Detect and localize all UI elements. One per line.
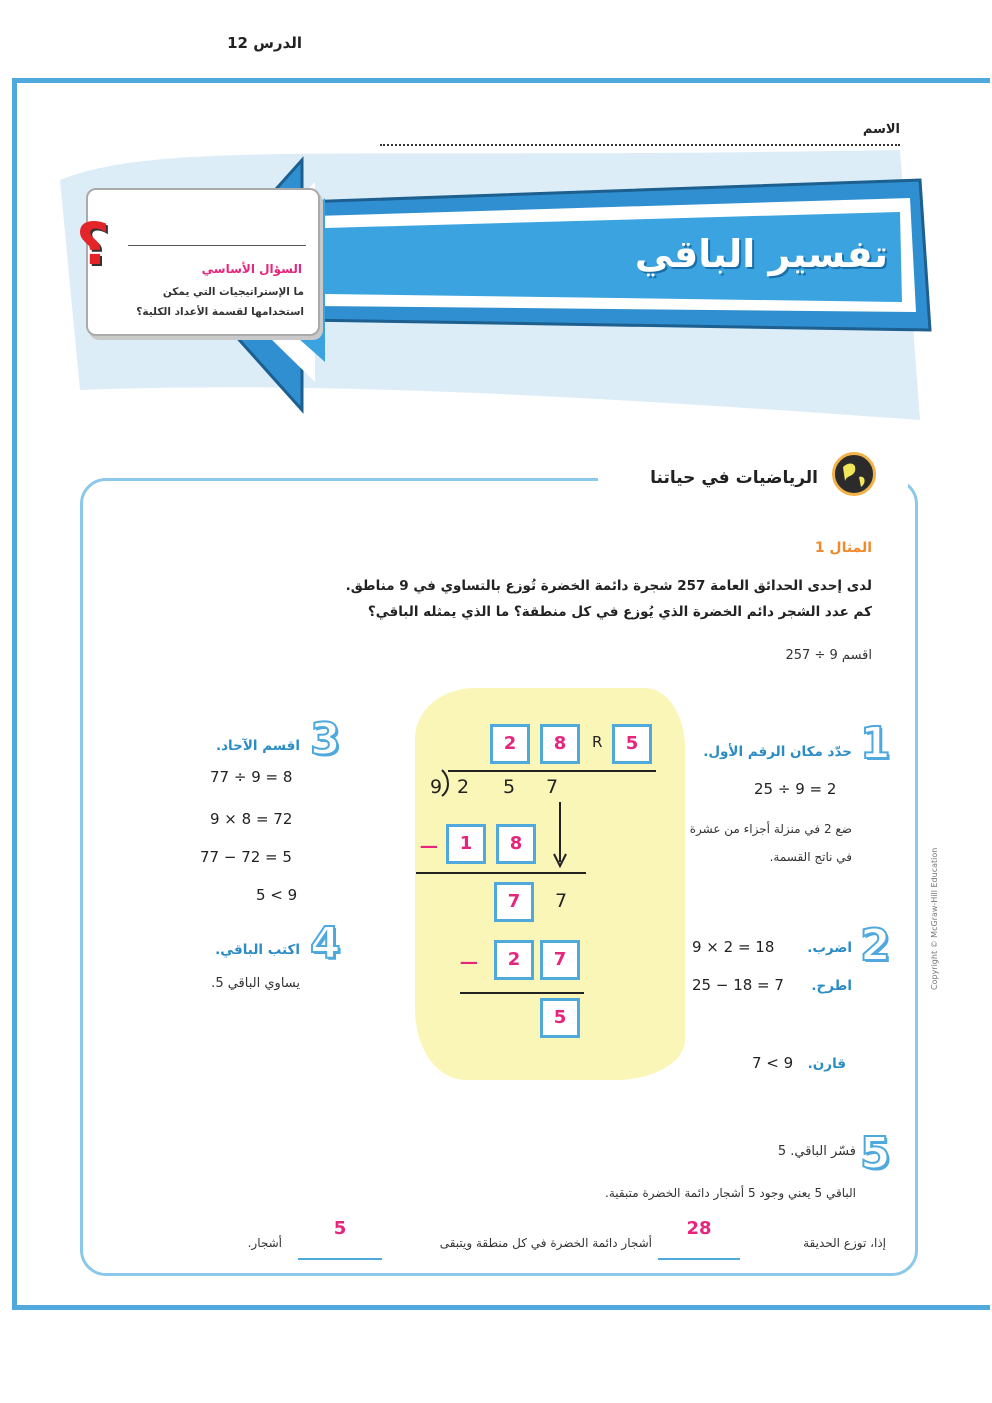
subtract-line-1 — [416, 872, 586, 874]
final-remainder-box[interactable]: 5 — [540, 998, 580, 1038]
step-2-math-2: 25 − 18 = 7 — [692, 976, 784, 994]
step-1-note-1: ضع 2 في منزلة أجزاء من عشرة — [689, 822, 852, 836]
bring-down-digit: 7 — [555, 890, 568, 912]
answer-blank-2[interactable] — [298, 1240, 382, 1260]
step-4-head: اكتب الباقي. — [215, 942, 300, 958]
step-2-compare: 7 < 9 — [752, 1054, 794, 1072]
step-3-head: اقسم الآحاد. — [215, 738, 300, 754]
dividend-tens: 5 — [503, 776, 516, 798]
answer-blank-1[interactable] — [658, 1240, 740, 1260]
remainder-label: R — [592, 733, 603, 751]
step-4-text: يساوي الباقي 5. — [211, 976, 300, 991]
step-3-math-2: 9 × 8 = 72 — [210, 810, 293, 828]
step-5-head: فسّر الباقي. 5 — [777, 1144, 856, 1159]
division-bar — [448, 770, 656, 772]
globe-icon — [832, 452, 876, 496]
minus-sign-1: − — [418, 832, 440, 862]
step-1-note-2: في ناتج القسمة. — [769, 850, 852, 864]
question-mark-icon: ؟ — [76, 210, 110, 278]
subtract-box-1b[interactable]: 8 — [496, 824, 536, 864]
conclusion-part-3: أشجار. — [247, 1236, 282, 1250]
step-5-number: 5 — [860, 1128, 891, 1179]
section-title: الرياضيات في حياتنا — [650, 468, 818, 488]
dividend-hundreds: 2 — [457, 776, 470, 798]
essential-question-text: ما الإستراتيجيات التي يمكن استخدامها لقسمة الأعداد الكلية؟ — [136, 286, 304, 318]
subtract-box-2a[interactable]: 2 — [494, 940, 534, 980]
step-3-number: 3 — [310, 714, 341, 765]
example-line-1: لدى إحدى الحدائق العامة 257 شجرة دائمة الخضرة تُوزع بالتساوي في 9 مناطق. — [345, 578, 872, 594]
division-bracket — [440, 768, 454, 798]
conclusion-part-2: أشجار دائمة الخضرة في كل منطقة ويتبقى — [439, 1236, 652, 1250]
divide-expression: اقسم 9 ÷ 257 — [785, 648, 872, 663]
divisor: 9 — [430, 776, 443, 798]
step-5-text: الباقي 5 يعني وجود 5 أشجار دائمة الخضرة متبقية. — [605, 1186, 856, 1200]
step-2-compare-head: قارن. — [807, 1056, 846, 1072]
step-3-math-1: 77 ÷ 9 = 8 — [210, 768, 293, 786]
example-label: المثال 1 — [814, 540, 872, 556]
name-label: الاسم — [862, 122, 900, 137]
step-1-math: 25 ÷ 9 = 2 — [754, 780, 837, 798]
step-1-head: حدّد مكان الرقم الأول. — [703, 744, 852, 760]
step-2-number: 2 — [860, 920, 891, 971]
subtract-box-1a[interactable]: 1 — [446, 824, 486, 864]
subtract-box-2b[interactable]: 7 — [540, 940, 580, 980]
remainder-box[interactable]: 5 — [612, 724, 652, 764]
example-line-2: كم عدد الشجر دائم الخضرة الذي يُوزع في كل منطقة؟ ما الذي يمثله الباقي؟ — [367, 604, 872, 620]
subtract-line-2 — [460, 992, 584, 994]
step-1-number: 1 — [860, 718, 891, 769]
step-2-math-1: 9 × 2 = 18 — [692, 938, 775, 956]
step-3-math-4: 5 < 9 — [256, 886, 298, 904]
copyright-credit: Copyright © McGraw-Hill Education — [930, 847, 939, 990]
page-title: تفسير الباقي — [634, 232, 888, 276]
lesson-rule — [128, 245, 306, 246]
step-2-head-2: اطرح. — [811, 978, 852, 994]
essential-question-title: السؤال الأساسي — [201, 262, 302, 276]
lesson-label: الدرس 12 — [227, 34, 302, 52]
conclusion-part-1: إذا، توزع الحديقة — [803, 1236, 886, 1250]
answer-2: 5 — [333, 1218, 347, 1239]
quotient-box-ones[interactable]: 8 — [540, 724, 580, 764]
step-2-head-1: اضرب. — [807, 940, 852, 956]
bring-down-box[interactable]: 7 — [494, 882, 534, 922]
minus-sign-2: − — [458, 948, 480, 978]
bring-down-arrow — [552, 802, 568, 872]
answer-1: 28 — [686, 1218, 712, 1239]
dividend-ones: 7 — [546, 776, 559, 798]
step-4-number: 4 — [310, 918, 341, 969]
step-3-math-3: 77 − 72 = 5 — [200, 848, 292, 866]
quotient-box-tens[interactable]: 2 — [490, 724, 530, 764]
